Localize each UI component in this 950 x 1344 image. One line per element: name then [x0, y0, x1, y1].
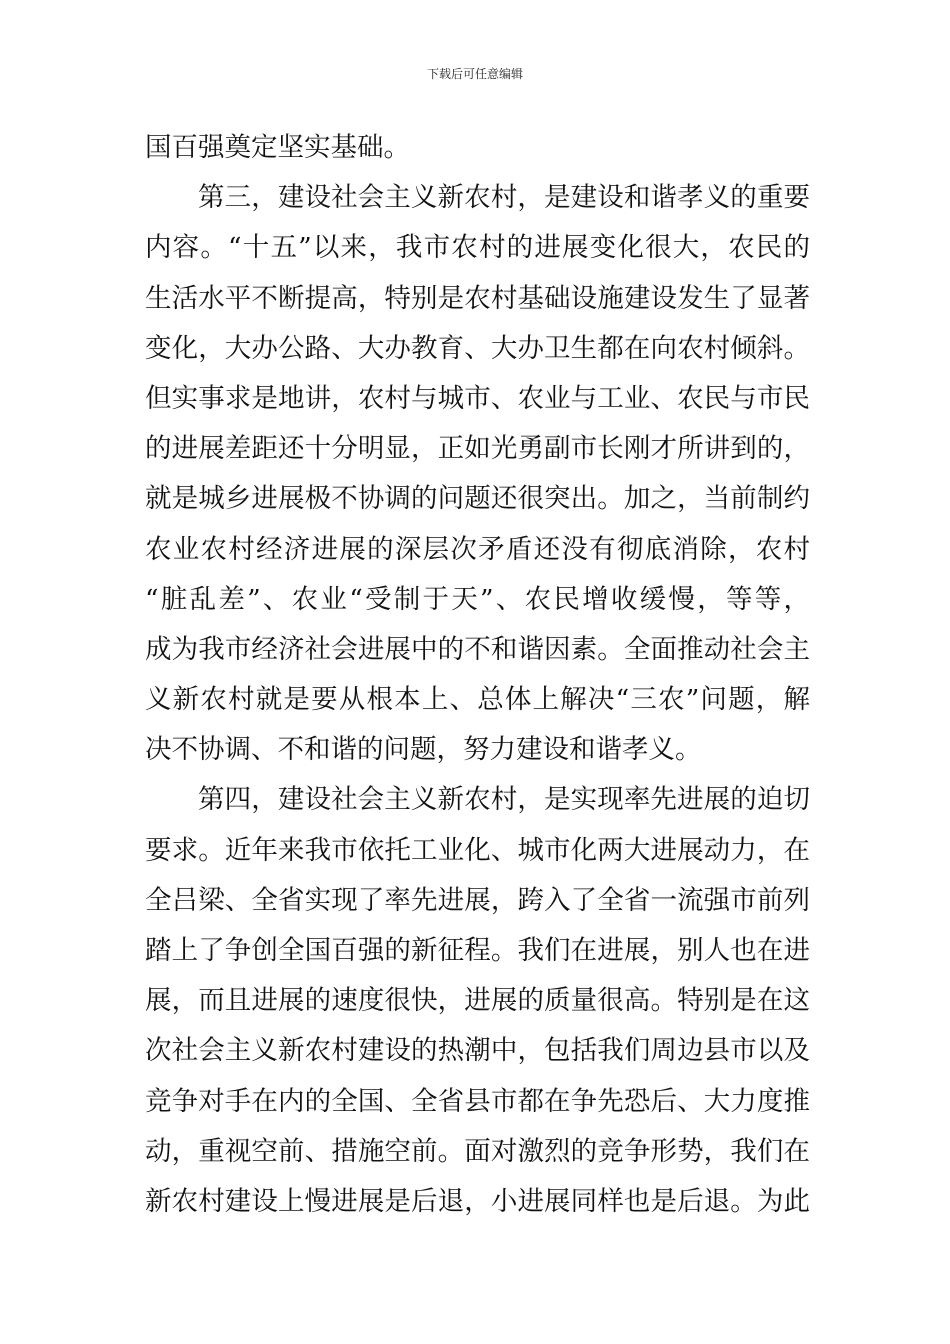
- text-line: 变化，大办公路、大办教育、大办卫生都在向农村倾斜。: [145, 332, 810, 364]
- text-line: “脏乱差”、农业“受制于天”、农民增收缓慢，等等，: [145, 583, 810, 615]
- text-line: 要求。近年来我市依托工业化、城市化两大进展动力，在: [145, 834, 810, 866]
- text-line: 农业农村经济进展的深层次矛盾还没有彻底消除，农村: [145, 533, 810, 565]
- text-line: 次社会主义新农村建设的热潮中，包括我们周边县市以及: [145, 1035, 810, 1067]
- text-line: 新农村建设上慢进展是后退，小进展同样也是后退。为此: [145, 1185, 810, 1217]
- text-line: 成为我市经济社会进展中的不和谐因素。全面推动社会主: [145, 633, 810, 665]
- text-line: 义新农村就是要从根本上、总体上解决“三农”问题，解: [145, 684, 810, 716]
- document-body: [145, 123, 810, 1227]
- text-line: 第三，建设社会主义新农村，是建设和谐孝义的重要: [198, 182, 810, 214]
- text-line: 内容。“十五”以来，我市农村的进展变化很大，农民的: [145, 232, 810, 264]
- text-line: 的进展差距还十分明显，正如光勇副市长刚才所讲到的，: [145, 433, 810, 465]
- text-line: 决不协调、不和谐的问题，努力建设和谐孝义。: [145, 734, 702, 766]
- text-line: 动，重视空前、措施空前。面对激烈的竞争形势，我们在: [145, 1135, 810, 1167]
- text-line: 就是城乡进展极不协调的问题还很突出。加之，当前制约: [145, 483, 810, 515]
- text-line: 第四，建设社会主义新农村，是实现率先进展的迫切: [198, 784, 810, 816]
- page-header: 下载后可任意编辑: [426, 67, 523, 81]
- text-line: 踏上了争创全国百强的新征程。我们在进展，别人也在进: [145, 935, 810, 966]
- text-line: 竞争对手在内的全国、全省县市都在争先恐后、大力度推: [145, 1085, 810, 1117]
- text-line: 国百强奠定坚实基础。: [145, 132, 410, 163]
- text-line: 生活水平不断提高，特别是农村基础设施建设发生了显著: [145, 282, 810, 314]
- text-line: 但实事求是地讲，农村与城市、农业与工业、农民与市民: [145, 382, 810, 414]
- text-line: 展，而且进展的速度很快，进展的质量很高。特别是在这: [145, 985, 810, 1017]
- text-line: 全吕梁、全省实现了率先进展，跨入了全省一流强市前列: [145, 884, 810, 916]
